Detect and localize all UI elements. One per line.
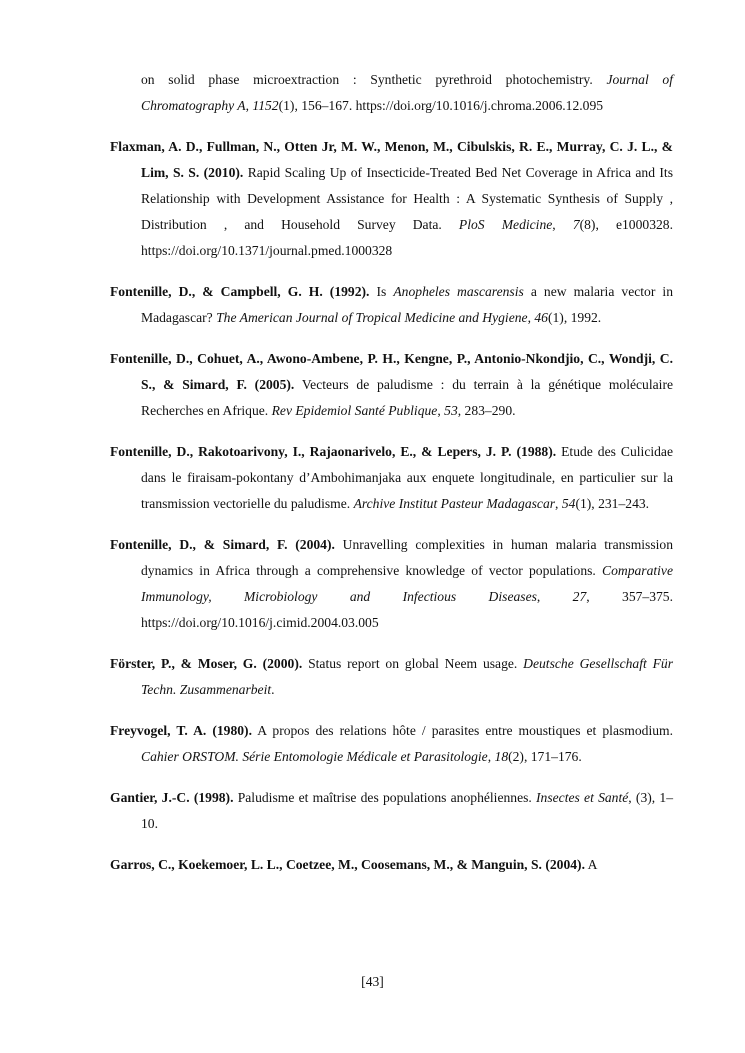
reference-pages-doi: (3), 1–10. [141,790,673,831]
reference-text: Rapid Scaling Up of Insecticide-Treated Bed Net Coverage in Africa and Its Relationship with Development Assistance for Health : A Systematic Synthesis of Supply , Distribution , and Household Survey Data. [141,165,673,232]
reference-pages-doi: . [271,682,275,697]
reference-text: Paludisme et maîtrise des populations anophéliennes. [233,790,537,805]
reference-journal: PloS Medicine [458,217,553,232]
reference-pages-doi: , 283–290. [457,403,516,418]
reference-journal: Comparative Immunology, Microbiology and Infectious Diseases [141,563,673,604]
reference-entry-fontenille-cohuet [110,346,673,424]
reference-text: Etude des Culicidae dans le firaisam-pokontany d’Ambohimanjaka aux enquete longitudinale, en particulier sur la transmission vectorielle du paludisme. [141,444,673,511]
reference-entry-freyvogel [110,718,673,770]
reference-journal: Insectes et Santé [536,790,629,805]
reference-volume: 1152 [252,98,279,113]
reference-journal: Journal of Chromatography A [141,72,673,113]
reference-text: a new malaria vector in Madagascar? [141,284,674,325]
reference-separator: , [555,496,562,511]
reference-pages-doi: (1), 231–243. [575,496,650,511]
reference-authors: Förster, P., & Moser, G. (2000). [110,656,303,671]
reference-journal: The American Journal of Tropical Medicine and Hygiene [216,310,528,325]
reference-separator: , [437,403,445,418]
reference-authors: Flaxman, A. D., Fullman, N., Otten Jr, M. W., Menon, M., Cibulskis, R. E., Murray, C. J. L., & Lim, S. S. (2010). [110,139,673,180]
reference-authors: Fontenille, D., Rakotoarivony, I., Rajaonarivelo, E., & Lepers, J. P. (1988). [110,444,557,459]
reference-species: Anopheles mascarensis [393,284,524,299]
reference-journal: Rev Epidemiol Santé Publique [271,403,438,418]
reference-text: Vecteurs de paludisme : du terrain à la génétique moléculaire Recherches en Afrique. [141,377,673,418]
reference-text: Status report on global Neem usage. [302,656,524,671]
reference-pages-doi: (8), e1000328. https://doi.org/10.1371/journal.pmed.1000328 [141,217,673,258]
reference-volume: 53 [444,403,458,418]
page-number: [43] [361,974,384,989]
reference-authors: Garros, C., Koekemoer, L. L., Coetzee, M., Coosemans, M., & Manguin, S. (2004). [110,857,585,872]
reference-entry-fontenille-simard [110,532,673,636]
reference-separator: , [487,749,495,764]
reference-text: A [584,857,598,872]
reference-entry-flaxman [110,134,673,264]
reference-journal: Deutsche Gesellschaft Für Techn. Zusammenarbeit [141,656,673,697]
reference-pages-doi: (1), 1992. [547,310,602,325]
reference-volume: 46 [534,310,548,325]
reference-pages-doi: (2), 171–176. [508,749,582,764]
reference-text: Unravelling complexities in human malaria transmission dynamics in Africa through a comprehensive knowledge of vector populations. [141,537,673,578]
reference-authors: Gantier, J.-C. (1998). [110,790,234,805]
reference-separator: , [536,589,573,604]
reference-entry-fontenille-campbell [110,279,673,331]
reference-separator: , [628,790,632,805]
reference-journal: Cahier ORSTOM. Série Entomologie Médicale et Parasitologie [141,749,488,764]
reference-volume: 7 [572,217,580,232]
reference-separator: , [552,217,573,232]
reference-entry-continued [110,67,673,119]
reference-list [110,67,673,893]
reference-volume: 27 [572,589,587,604]
reference-authors: Fontenille, D., & Campbell, G. H. (1992). [110,284,370,299]
reference-volume: 54 [561,496,576,511]
reference-separator: , [527,310,535,325]
reference-entry-garros [110,852,673,878]
reference-separator: , [245,98,253,113]
reference-volume: 18 [494,749,509,764]
reference-authors: Fontenille, D., Cohuet, A., Awono-Ambene, P. H., Kengne, P., Antonio-Nkondjio, C., Wondji, C. S., & Simard, F. (2005). [110,351,673,392]
reference-entry-gantier [110,785,673,837]
reference-pages-doi: (1), 156–167. https://doi.org/10.1016/j.chroma.2006.12.095 [278,98,604,113]
reference-authors: Freyvogel, T. A. (1980). [110,723,252,738]
reference-text: A propos des relations hôte / parasites entre moustiques et plasmodium. [251,723,673,738]
reference-entry-forster [110,651,673,703]
reference-text: on solid phase microextraction : Synthetic pyrethroid photochemistry. [141,72,607,87]
reference-text: Is [369,284,394,299]
reference-authors: Fontenille, D., & Simard, F. (2004). [110,537,335,552]
reference-pages-doi: , 357–375. https://doi.org/10.1016/j.cimid.2004.03.005 [141,589,673,630]
reference-entry-fontenille-rakotoarivony [110,439,673,517]
reference-journal: Archive Institut Pasteur Madagascar [353,496,556,511]
